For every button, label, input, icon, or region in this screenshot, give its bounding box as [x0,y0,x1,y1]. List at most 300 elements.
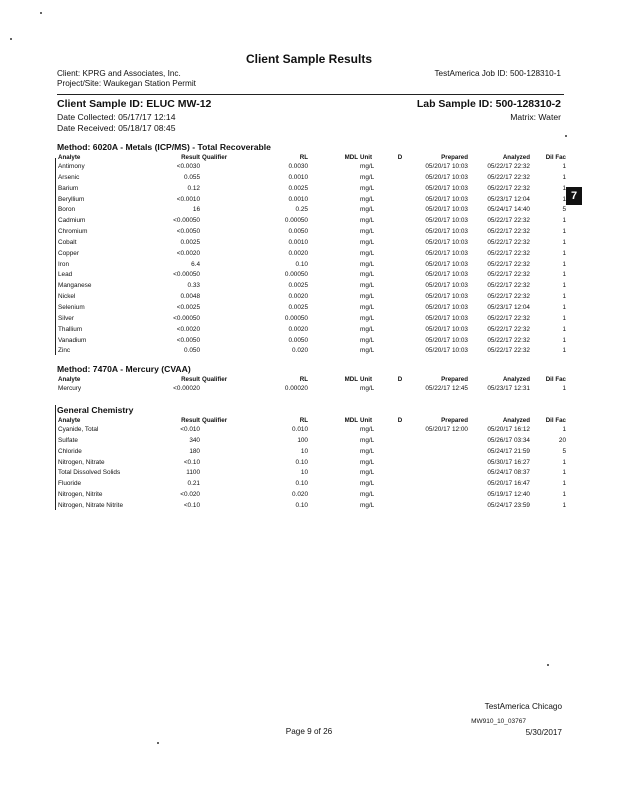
cell-dil-fac: 1 [562,480,566,488]
cell-result: 0.0025 [180,238,200,246]
cell-mdl [309,281,359,292]
column-header-unit: Unit [360,376,373,383]
cell-result: 16 [192,206,200,214]
table-row [57,314,567,325]
cell-d [393,249,407,260]
table-row [57,249,567,260]
margin-bar [55,405,56,510]
cell-d [393,238,407,249]
cell-mdl [309,458,359,469]
cell-rl: 0.00050 [284,314,308,322]
cell-dil-fac: 1 [562,336,566,344]
general-chemistry-table [57,416,567,512]
cell-unit: mg/L [360,228,375,236]
cell-result: <0.00050 [173,314,200,322]
cell-result: 0.33 [187,282,200,290]
column-header-analyzed: Analyzed [502,154,530,161]
cell-prepared: 05/20/17 10:03 [425,325,468,333]
cell-result: 1100 [186,469,200,477]
cell-rl: 0.10 [295,480,308,488]
column-header-dil-fac: Dil Fac [545,376,566,383]
cell-prepared: 05/20/17 10:03 [425,260,468,268]
column-header-analyzed: Analyzed [502,417,530,424]
column-header-mdl: MDL [344,417,358,424]
cell-analyzed: 05/22/17 22:32 [487,325,530,333]
scan-speck [40,12,42,14]
cell-qualifier [201,281,243,292]
cell-prepared: 05/20/17 10:03 [425,271,468,279]
cell-mdl [309,260,359,271]
cell-analyzed: 05/24/17 21:59 [487,447,530,455]
cell-unit: mg/L [360,217,375,225]
column-header-d: D [397,154,403,161]
cell-rl: 0.00020 [284,385,308,392]
cell-qualifier [201,162,243,173]
cell-mdl [309,162,359,173]
cell-unit: mg/L [360,303,375,311]
table-row [57,436,567,447]
cell-analyte: Iron [58,260,70,268]
cell-qualifier [201,227,243,238]
cell-result: <0.020 [180,491,200,499]
column-header-prepared: Prepared [441,417,468,424]
cell-unit: mg/L [360,426,375,433]
cell-unit: mg/L [360,271,375,279]
cell-rl: 0.10 [295,260,308,268]
cell-unit: mg/L [360,206,375,214]
cell-result: <0.0030 [176,163,200,170]
cell-result: 0.0048 [180,293,200,301]
cell-prepared: 05/20/17 10:03 [425,173,468,181]
cell-analyte: Arsenic [58,173,80,181]
cell-analyte: Nitrogen, Nitrate [58,458,105,466]
cell-mdl [309,270,359,281]
cell-mdl [309,447,359,458]
cell-result: <0.10 [183,501,200,509]
metals-section [57,142,567,357]
cell-qualifier [201,249,243,260]
cell-analyte: Silver [58,314,74,322]
mercury-section [57,364,567,395]
cell-qualifier [201,184,243,195]
cell-rl: 0.25 [295,206,308,214]
cell-dil-fac: 1 [562,458,566,466]
cell-rl: 0.010 [292,426,308,433]
cell-qualifier [201,436,243,447]
table-row [57,173,567,184]
cell-d [393,346,407,357]
cell-prepared: 05/20/17 10:03 [425,217,468,225]
metals-table [57,153,567,357]
client-sample-id: Client Sample ID: ELUC MW-12 [57,98,212,110]
cell-unit: mg/L [360,195,375,203]
cell-result: <0.00020 [173,385,200,392]
cell-analyzed: 05/22/17 22:32 [487,314,530,322]
cell-dil-fac: 1 [562,469,566,477]
cell-analyte: Boron [58,206,76,214]
table-row [57,227,567,238]
cell-d [393,436,407,447]
cell-unit: mg/L [360,260,375,268]
cell-d [393,468,407,479]
table-row [57,238,567,249]
cell-d [393,173,407,184]
cell-analyzed: 05/19/17 12:40 [487,491,530,499]
lab-name: TestAmerica Chicago [484,702,562,711]
table-row [57,184,567,195]
cell-analyzed: 05/22/17 22:32 [487,260,530,268]
scan-speck [565,135,567,137]
cell-result: <0.0020 [176,325,200,333]
column-header-prepared: Prepared [441,154,468,161]
cell-analyte: Zinc [58,347,71,355]
cell-prepared: 05/20/17 10:03 [425,184,468,192]
cell-rl: 0.0025 [288,282,308,290]
cell-qualifier [201,425,243,436]
cell-mdl [309,205,359,216]
cell-analyzed: 05/22/17 22:32 [487,282,530,290]
cell-analyzed: 05/20/17 16:47 [487,480,530,488]
project-site: Project/Site: Waukegan Station Permit [57,79,196,88]
cell-dil-fac: 1 [562,228,566,236]
scan-speck [10,38,12,40]
cell-d [393,336,407,347]
cell-analyzed: 05/22/17 22:32 [487,217,530,225]
cell-qualifier [201,292,243,303]
cell-mdl [309,436,359,447]
cell-mdl [309,490,359,501]
job-id: TestAmerica Job ID: 500-128310-1 [434,69,561,78]
scan-speck [157,742,159,744]
page-number: Page 9 of 26 [285,727,333,736]
matrix: Matrix: Water [510,112,561,122]
cell-d [393,292,407,303]
cell-unit: mg/L [360,458,375,466]
cell-result: 0.055 [184,173,200,181]
cell-prepared: 05/20/17 10:03 [425,238,468,246]
cell-dil-fac: 1 [562,163,566,170]
cell-qualifier [201,173,243,184]
cell-result: <0.0020 [176,249,200,257]
column-header-rl: RL [299,154,308,161]
column-header-mdl: MDL [344,376,358,383]
cell-d [393,260,407,271]
cell-analyte: Cadmium [58,217,86,225]
cell-rl: 0.0020 [288,293,308,301]
cell-analyzed: 05/24/17 08:37 [487,469,530,477]
cell-result: <0.0010 [176,195,200,203]
cell-analyte: Lead [58,271,73,279]
cell-analyte: Chromium [58,228,88,236]
cell-d [393,384,407,395]
cell-prepared [407,436,469,447]
cell-analyte: Nitrogen, Nitrite [58,491,103,499]
section-title: Method: 7470A - Mercury (CVAA) [57,364,191,374]
cell-analyzed: 05/23/17 12:04 [487,195,530,203]
lab-sample-id: Lab Sample ID: 500-128310-2 [416,98,561,110]
document-id: MW910_10_03767 [471,718,526,725]
table-row [57,346,567,357]
cell-unit: mg/L [360,469,375,477]
cell-d [393,314,407,325]
cell-analyte: Beryllium [58,195,85,203]
cell-prepared [407,479,469,490]
column-header-dil-fac: Dil Fac [545,417,566,424]
cell-rl: 0.10 [295,458,308,466]
cell-rl: 0.0050 [288,228,308,236]
cell-analyte: Selenium [58,303,85,311]
cell-unit: mg/L [360,336,375,344]
column-header-result: Result [181,376,200,383]
cell-qualifier [201,325,243,336]
cell-dil-fac: 1 [562,501,566,509]
cell-dil-fac: 1 [562,260,566,268]
cell-rl: 0.00050 [284,271,308,279]
cell-analyzed: 05/22/17 22:32 [487,238,530,246]
cell-rl: 0.0020 [288,325,308,333]
cell-result: <0.0050 [176,336,200,344]
cell-analyzed: 05/22/17 22:32 [487,271,530,279]
cell-qualifier [201,346,243,357]
cell-analyte: Fluoride [58,480,82,488]
cell-qualifier [201,490,243,501]
cell-d [393,184,407,195]
table-row [57,425,567,436]
cell-prepared: 05/20/17 10:03 [425,195,468,203]
table-row [57,216,567,227]
cell-rl: 100 [297,436,308,444]
column-header-rl: RL [299,417,308,424]
cell-mdl [309,479,359,490]
cell-unit: mg/L [360,293,375,301]
section-tab-marker: 7 [566,187,582,205]
cell-analyzed: 05/22/17 22:32 [487,173,530,181]
cell-analyzed: 05/22/17 22:32 [487,336,530,344]
cell-dil-fac: 1 [562,293,566,301]
column-header-dil-fac: Dil Fac [545,154,566,161]
cell-result: 6.4 [191,260,200,268]
column-header-rl: RL [299,376,308,383]
cell-d [393,490,407,501]
column-header-prepared: Prepared [441,376,468,383]
column-header-mdl: MDL [344,154,358,161]
cell-dil-fac: 1 [562,173,566,181]
cell-result: <0.00050 [173,217,200,225]
cell-mdl [309,425,359,436]
table-row [57,260,567,271]
cell-qualifier [201,303,243,314]
cell-result: <0.0050 [176,228,200,236]
table-row [57,336,567,347]
date-collected: Date Collected: 05/17/17 12:14 [57,112,176,122]
cell-prepared: 05/20/17 10:03 [425,347,468,355]
table-row [57,468,567,479]
cell-unit: mg/L [360,163,375,170]
table-row [57,384,567,395]
cell-prepared: 05/20/17 10:03 [425,293,468,301]
mercury-table [57,375,567,395]
cell-qualifier [201,195,243,206]
cell-analyzed: 05/23/17 12:31 [487,385,530,392]
cell-unit: mg/L [360,238,375,246]
cell-mdl [309,195,359,206]
section-title: General Chemistry [57,405,134,415]
cell-prepared: 05/20/17 10:03 [425,228,468,236]
cell-d [393,205,407,216]
cell-d [393,162,407,173]
table-row [57,479,567,490]
cell-rl: 0.0030 [288,163,308,170]
cell-rl: 0.0020 [288,249,308,257]
cell-result: <0.10 [183,458,200,466]
column-header-analyte: Analyte [58,376,81,383]
cell-prepared [407,501,469,512]
column-header-qualifier: Qualifier [202,154,228,161]
cell-analyte: Total Dissolved Solids [58,469,121,477]
table-row [57,162,567,173]
cell-dil-fac: 1 [562,271,566,279]
cell-d [393,425,407,436]
cell-analyte: Cyanide, Total [58,426,99,433]
cell-dil-fac: 1 [562,249,566,257]
cell-rl: 10 [300,469,308,477]
cell-dil-fac: 1 [562,491,566,499]
cell-unit: mg/L [360,491,375,499]
cell-prepared: 05/20/17 10:03 [425,282,468,290]
cell-analyte: Manganese [58,282,92,290]
column-header-analyte: Analyte [58,417,81,424]
cell-rl: 0.00050 [284,217,308,225]
date-received: Date Received: 05/18/17 08:45 [57,123,176,133]
cell-mdl [309,292,359,303]
cell-analyte: Antimony [58,163,85,170]
cell-analyte: Nickel [58,293,76,301]
cell-prepared: 05/20/17 10:03 [425,206,468,214]
cell-d [393,479,407,490]
cell-dil-fac: 5 [562,206,566,214]
cell-unit: mg/L [360,325,375,333]
general-chemistry-section [57,405,567,512]
cell-qualifier [201,314,243,325]
cell-rl: 0.0010 [288,195,308,203]
cell-mdl [309,173,359,184]
cell-prepared: 05/20/17 10:03 [425,249,468,257]
cell-analyzed: 05/26/17 03:34 [487,436,530,444]
table-row [57,458,567,469]
cell-rl: 0.0050 [288,336,308,344]
cell-dil-fac: 1 [562,325,566,333]
cell-result: <0.0025 [176,303,200,311]
cell-dil-fac: 1 [562,217,566,225]
cell-dil-fac: 1 [562,195,566,203]
cell-dil-fac: 1 [562,238,566,246]
cell-prepared: 05/20/17 10:03 [425,163,468,170]
cell-mdl [309,336,359,347]
cell-mdl [309,501,359,512]
table-row [57,303,567,314]
cell-rl: 0.0025 [288,184,308,192]
cell-result: 0.21 [187,480,200,488]
cell-mdl [309,216,359,227]
column-header-row [57,416,567,425]
column-header-unit: Unit [360,417,373,424]
cell-analyzed: 05/22/17 22:32 [487,293,530,301]
cell-mdl [309,346,359,357]
margin-bar [55,158,56,355]
cell-analyzed: 05/22/17 22:32 [487,184,530,192]
cell-qualifier [201,216,243,227]
cell-analyte: Nitrogen, Nitrate Nitrite [58,501,123,509]
cell-unit: mg/L [360,436,375,444]
cell-prepared: 05/20/17 12:00 [425,426,468,433]
cell-prepared [407,468,469,479]
cell-mdl [309,184,359,195]
cell-qualifier [201,336,243,347]
table-row [57,205,567,216]
cell-result: <0.00050 [173,271,200,279]
cell-unit: mg/L [360,314,375,322]
cell-analyte: Thallium [58,325,83,333]
cell-dil-fac: 1 [562,184,566,192]
cell-dil-fac: 1 [562,426,566,433]
cell-d [393,458,407,469]
cell-analyzed: 05/22/17 22:32 [487,249,530,257]
column-header-d: D [397,376,403,383]
cell-dil-fac: 1 [562,347,566,355]
header-divider [57,94,564,95]
cell-qualifier [201,238,243,249]
cell-qualifier [201,270,243,281]
cell-analyzed: 05/22/17 22:32 [487,163,530,170]
table-row [57,501,567,512]
cell-qualifier [201,501,243,512]
cell-d [393,447,407,458]
cell-d [393,501,407,512]
cell-mdl [309,325,359,336]
cell-mdl [309,238,359,249]
cell-mdl [309,384,359,395]
cell-unit: mg/L [360,249,375,257]
section-title: Method: 6020A - Metals (ICP/MS) - Total Recoverable [57,142,271,152]
cell-unit: mg/L [360,385,375,392]
cell-d [393,227,407,238]
cell-qualifier [201,458,243,469]
column-header-analyzed: Analyzed [502,376,530,383]
cell-result: 0.050 [184,347,200,355]
cell-prepared: 05/22/17 12:45 [425,385,468,392]
cell-qualifier [201,384,243,395]
table-row [57,270,567,281]
cell-qualifier [201,447,243,458]
cell-mdl [309,303,359,314]
cell-unit: mg/L [360,173,375,181]
cell-d [393,270,407,281]
table-row [57,490,567,501]
cell-dil-fac: 1 [562,303,566,311]
cell-dil-fac: 1 [562,385,566,392]
column-header-qualifier: Qualifier [202,417,228,424]
cell-rl: 0.0025 [288,303,308,311]
cell-unit: mg/L [360,347,375,355]
column-header-unit: Unit [360,154,373,161]
cell-result: 340 [189,436,200,444]
cell-unit: mg/L [360,184,375,192]
cell-prepared: 05/20/17 10:03 [425,314,468,322]
cell-analyte: Sulfate [58,436,78,444]
cell-d [393,216,407,227]
cell-result: 0.12 [187,184,200,192]
cell-dil-fac: 5 [562,447,566,455]
